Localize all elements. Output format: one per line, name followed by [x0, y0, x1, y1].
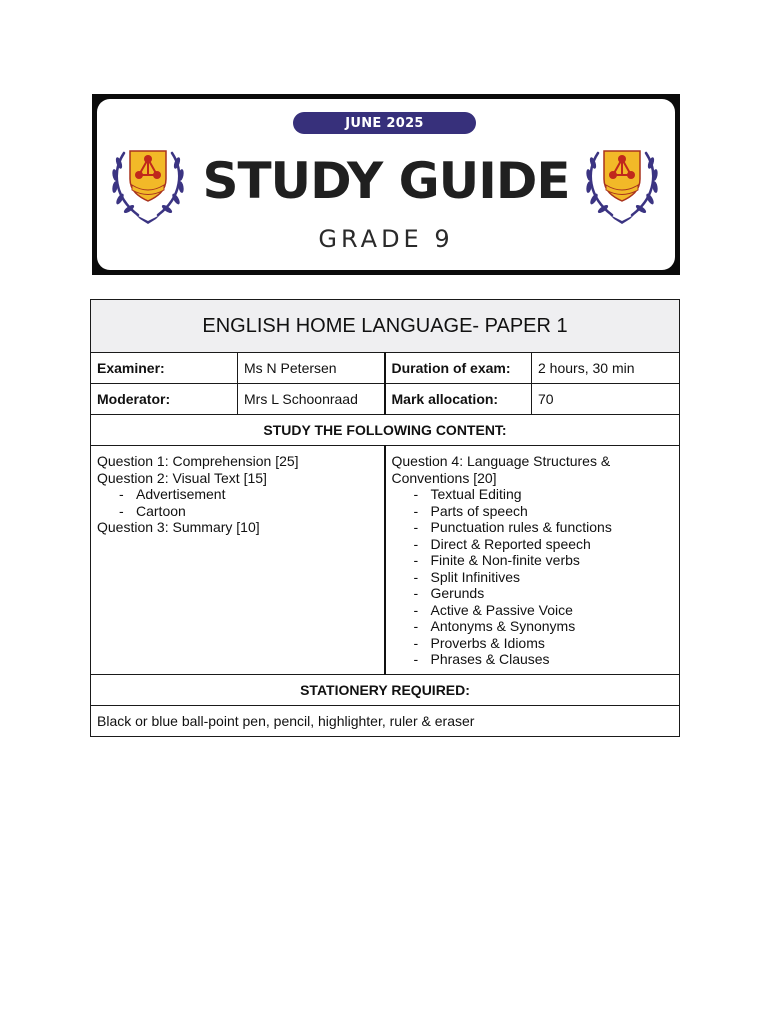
question-4: Question 4: Language Structures & Conventions [20]: [391, 453, 611, 486]
question-2-list: [97, 486, 378, 519]
duration-value: 2 hours, 30 min: [532, 353, 680, 384]
marks-value: 70: [532, 384, 680, 415]
examiner-row: [91, 353, 680, 384]
question-4-list: [392, 486, 674, 668]
list-item: - Parts of speech: [413, 502, 528, 519]
examiner-label: Examiner:: [91, 353, 238, 384]
marks-label: Mark allocation:: [385, 384, 532, 415]
subject-heading: ENGLISH HOME LANGUAGE- PAPER 1: [91, 300, 680, 353]
stationery-heading: STATIONERY REQUIRED:: [91, 674, 680, 705]
date-pill: JUNE 2025: [293, 112, 476, 134]
list-item: - Active & Passive Voice: [413, 601, 573, 618]
banner-panel: [97, 99, 675, 270]
question-1: Question 1: Comprehension [25]: [97, 453, 299, 469]
school-crest-icon: [582, 143, 662, 225]
page-title: STUDY GUIDE: [202, 152, 570, 210]
list-item: - Proverbs & Idioms: [413, 634, 545, 651]
examiner-value: Ms N Petersen: [238, 353, 385, 384]
moderator-value: Mrs L Schoonraad: [238, 384, 385, 415]
content-heading: STUDY THE FOLLOWING CONTENT:: [91, 415, 680, 446]
study-guide-table: [90, 299, 680, 737]
list-item: - Split Infinitives: [413, 568, 520, 585]
list-item: - Advertisement: [119, 486, 226, 502]
list-item: - Gerunds: [413, 585, 485, 601]
stationery-value: Black or blue ball-point pen, pencil, highlighter, ruler & eraser: [91, 705, 680, 736]
grade-subtitle: GRADE 9: [318, 225, 454, 253]
moderator-row: [91, 384, 680, 415]
moderator-label: Moderator:: [91, 384, 238, 415]
list-item: - Textual Editing: [413, 486, 522, 502]
duration-label: Duration of exam:: [385, 353, 532, 384]
list-item: - Antonyms & Synonyms: [413, 618, 576, 634]
left-content: [91, 446, 385, 675]
right-content: [385, 446, 680, 675]
list-item: - Direct & Reported speech: [413, 535, 591, 552]
list-item: - Cartoon: [119, 502, 186, 519]
question-2: Question 2: Visual Text [15]: [97, 469, 267, 486]
list-item: - Finite & Non-finite verbs: [413, 552, 580, 568]
study-guide-banner: [92, 94, 680, 275]
list-item: - Phrases & Clauses: [413, 651, 550, 667]
list-item: - Punctuation rules & functions: [413, 519, 612, 535]
content-row: [91, 446, 680, 675]
question-3: Question 3: Summary [10]: [97, 519, 260, 535]
